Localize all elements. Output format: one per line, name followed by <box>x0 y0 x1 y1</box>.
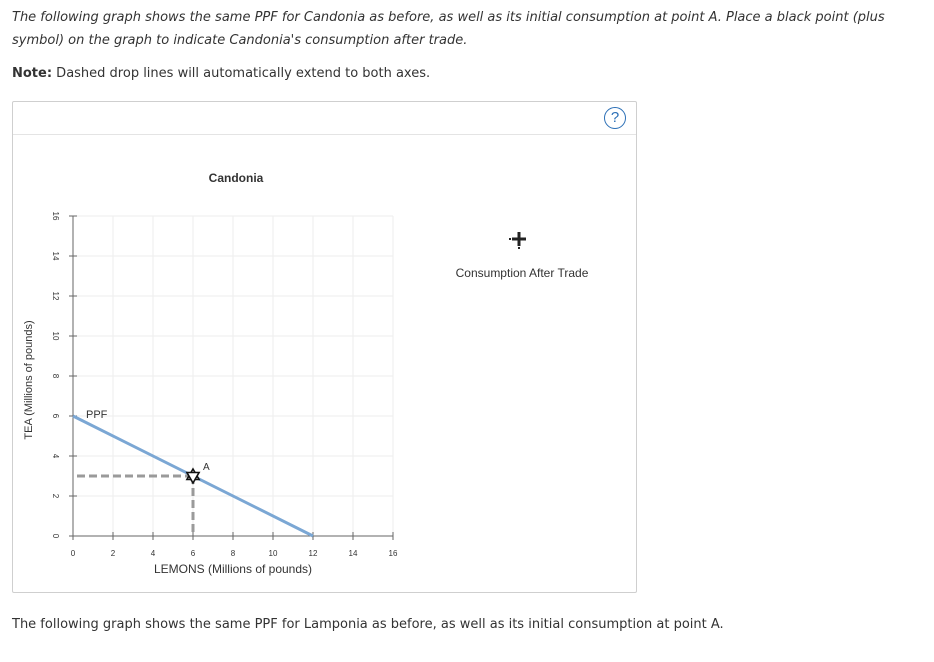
graph-panel <box>12 101 637 593</box>
x-tick-label: 8 <box>230 549 236 558</box>
plus-symbol-icon[interactable] <box>509 232 526 249</box>
grid <box>73 216 393 536</box>
y-tick-label: 12 <box>51 291 60 301</box>
y-tick-label: 8 <box>51 373 60 379</box>
legend-label: Consumption After Trade <box>455 266 589 280</box>
x-axis-label: LEMONS (Millions of pounds) <box>153 562 313 576</box>
y-axis-label: TEA (Millions of pounds) <box>23 320 35 440</box>
note-body: Dashed drop lines will automatically extend to both axes. <box>52 66 431 81</box>
y-tick-label: 14 <box>51 251 60 261</box>
y-tick-label: 4 <box>51 453 60 459</box>
points <box>73 462 210 536</box>
x-tick-label: 4 <box>150 549 156 558</box>
ppf-label: PPF <box>86 409 108 421</box>
y-tick-label: 2 <box>51 493 60 499</box>
x-tick-label: 10 <box>268 549 278 558</box>
x-tick-label: 0 <box>70 549 76 558</box>
y-tick-label: 6 <box>51 413 60 419</box>
note-label: Note: <box>12 66 53 81</box>
note-text <box>12 66 430 81</box>
x-tick-label: 12 <box>308 549 318 558</box>
x-tick-label: 6 <box>190 549 196 558</box>
help-button[interactable]: ? <box>604 107 626 129</box>
x-tick-label: 2 <box>110 549 116 558</box>
y-tick-label: 10 <box>51 331 60 341</box>
axes <box>51 212 398 558</box>
y-tick-label: 0 <box>51 533 60 539</box>
chart-title: Candonia <box>208 171 264 185</box>
x-tick-label: 14 <box>348 549 358 558</box>
x-tick-label: 16 <box>388 549 398 558</box>
point-a-center <box>191 474 196 479</box>
footer-text: The following graph shows the same PPF for Lamponia as before, as well as its initial consumption at point A. <box>12 617 724 632</box>
intro-text: The following graph shows the same PPF for Candonia as before, as well as its initial consumption at point A. Place a black point (plus symbol) on the graph to indicate Candonia's consumption after trade. <box>12 10 885 48</box>
y-tick-label: 16 <box>51 211 60 221</box>
ppf-chart[interactable] <box>13 102 636 592</box>
point-a-label: A <box>203 462 210 473</box>
legend-tool[interactable] <box>456 232 589 280</box>
